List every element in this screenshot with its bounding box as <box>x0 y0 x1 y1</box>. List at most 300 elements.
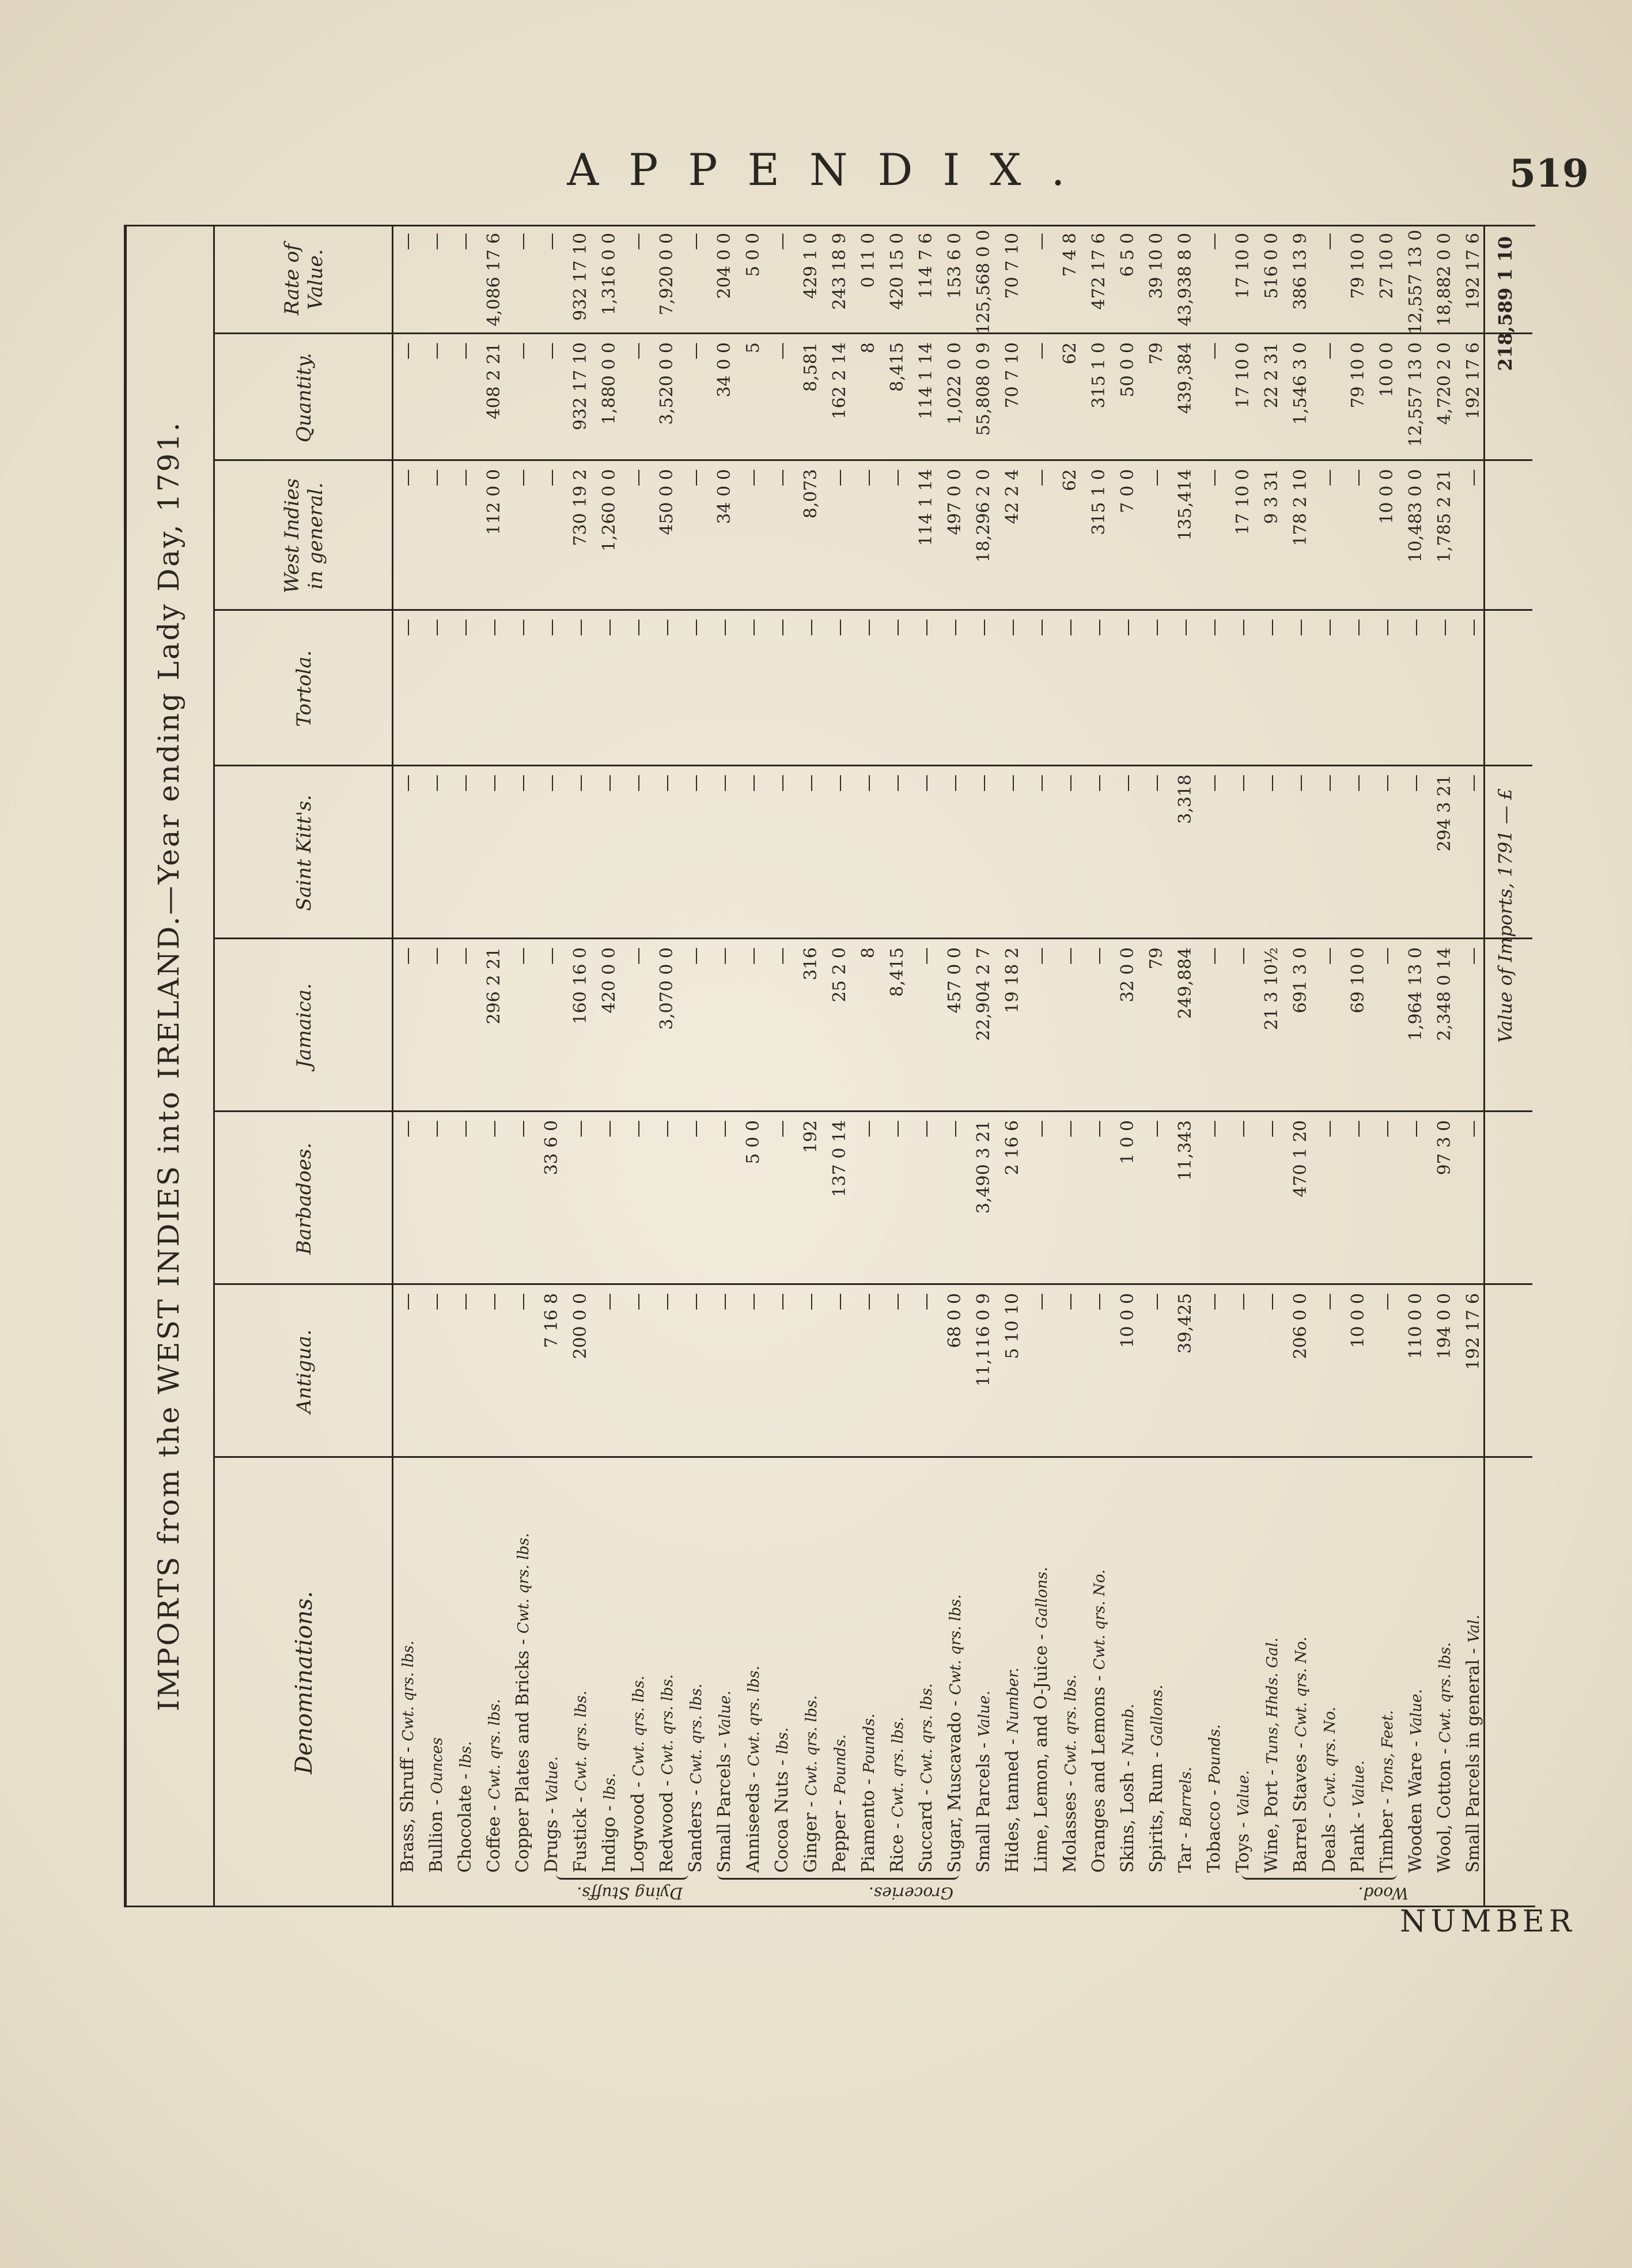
denomination-unit: Cwt. qrs. lbs. <box>918 1683 936 1784</box>
denomination-cell <box>913 1458 940 1873</box>
denomination-name: Redwood <box>657 1791 677 1873</box>
cell-jamaica: — <box>1089 947 1109 965</box>
denomination-name: Piamento <box>858 1790 879 1873</box>
table-row <box>481 225 508 1907</box>
cell-barbadoes: — <box>1031 1120 1051 1137</box>
header-quantity: Quantity. <box>292 353 316 443</box>
denomination-unit: Barrels. <box>1177 1767 1195 1827</box>
separator: - <box>1319 1807 1339 1824</box>
cell-antigua: — <box>772 1293 792 1310</box>
table-row <box>740 225 767 1907</box>
cell-antigua: — <box>743 1293 763 1310</box>
cell-barbadoes: 2 16 6 <box>1002 1120 1023 1175</box>
separator: - <box>1406 1735 1426 1753</box>
cell-rate: — <box>455 233 475 250</box>
cell-barbadoes: — <box>916 1120 936 1137</box>
cell-saint-kitts: — <box>1348 774 1368 792</box>
cell-antigua: — <box>1031 1293 1051 1310</box>
cell-rate: 18,882 0 0 <box>1434 233 1455 327</box>
cell-barbadoes: — <box>1204 1120 1224 1137</box>
cell-barbadoes: — <box>714 1120 734 1137</box>
cell-rate: — <box>426 233 446 250</box>
cell-saint-kitts: — <box>1118 774 1138 792</box>
header-jamaica: Jamaica. <box>292 983 316 1068</box>
separator: - <box>945 1695 965 1712</box>
cell-tortola: — <box>426 619 446 636</box>
table-row <box>942 225 968 1907</box>
cell-quantity: 4,720 2 0 <box>1434 342 1455 425</box>
header-west-indies-general: West Indies in general. <box>281 478 327 594</box>
separator: - <box>570 1791 590 1808</box>
cell-quantity: 1,546 3 0 <box>1290 342 1311 425</box>
cell-saint-kitts: — <box>1290 774 1311 792</box>
cell-barbadoes: 137 0 14 <box>830 1120 850 1197</box>
cell-antigua: 206 0 0 <box>1290 1293 1311 1359</box>
cell-general: — <box>513 469 533 486</box>
cell-quantity: 315 1 0 <box>1089 342 1109 409</box>
cell-rate: 70 7 10 <box>1002 233 1023 299</box>
denomination-name: Logwood <box>628 1793 648 1873</box>
cell-jamaica: 79 <box>1146 947 1167 970</box>
cell-rate: 192 17 6 <box>1463 233 1483 310</box>
cell-antigua: — <box>714 1293 734 1310</box>
separator: - <box>1290 1737 1311 1754</box>
cell-rate: — <box>1204 233 1224 250</box>
cell-barbadoes: — <box>1348 1120 1368 1137</box>
denomination-name: Brass, Shruff <box>397 1758 418 1873</box>
cell-antigua: — <box>686 1293 706 1310</box>
separator: - <box>686 1784 706 1801</box>
denomination-name: Toys <box>1233 1833 1253 1873</box>
cell-antigua: 11,116 0 9 <box>974 1293 994 1387</box>
cell-tortola: — <box>513 619 533 636</box>
denomination-name: Drugs <box>542 1819 562 1873</box>
cell-general: 10,483 0 0 <box>1406 469 1426 563</box>
cell-general: 730 19 2 <box>570 469 590 546</box>
cell-jamaica: — <box>772 947 792 965</box>
cell-quantity: 8 <box>858 342 879 354</box>
cell-tortola: — <box>743 619 763 636</box>
cell-antigua: — <box>858 1293 879 1310</box>
denomination-cell <box>740 1458 767 1873</box>
cell-general: — <box>1146 469 1167 486</box>
cell-tortola: — <box>1089 619 1109 636</box>
cell-tortola: — <box>1290 619 1311 636</box>
cell-barbadoes: 11,343 <box>1175 1120 1195 1181</box>
table-row <box>1086 225 1112 1907</box>
denomination-name: Indigo <box>599 1816 619 1873</box>
cell-quantity: 55,808 0 9 <box>974 342 994 436</box>
table-row <box>1230 225 1256 1907</box>
cell-barbadoes: 470 1 20 <box>1290 1120 1311 1197</box>
cell-tortola: — <box>657 619 677 636</box>
denomination-name: Wine, Port <box>1262 1781 1282 1873</box>
cell-barbadoes: — <box>1377 1120 1397 1137</box>
cell-quantity: 12,557 13 0 <box>1406 342 1426 447</box>
cell-barbadoes: — <box>570 1120 590 1137</box>
cell-rate: — <box>1031 233 1051 250</box>
cell-general: 114 1 14 <box>916 469 936 546</box>
cell-tortola: — <box>1146 619 1167 636</box>
denomination-unit: Cwt. qrs. lbs. <box>803 1695 820 1796</box>
cell-general: — <box>887 469 907 486</box>
denomination-name: Tobacco <box>1204 1801 1224 1873</box>
denomination-cell <box>798 1458 825 1873</box>
cell-tortola: — <box>686 619 706 636</box>
cell-rate: — <box>628 233 648 250</box>
denomination-name: Small Parcels <box>714 1753 734 1873</box>
separator: - <box>1118 1755 1138 1772</box>
header-antigua: Antigua. <box>292 1329 316 1413</box>
cell-quantity: 162 2 14 <box>830 342 850 419</box>
cell-tortola: — <box>1060 619 1080 636</box>
header-saint-kitts: Saint Kitt's. <box>292 795 316 912</box>
denomination-unit: Cwt. qrs. lbs. <box>630 1675 648 1776</box>
cell-quantity: 192 17 6 <box>1463 342 1483 419</box>
table-title: IMPORTS from the WEST INDIES into IRELAND.—Year ending Lady Day, 1791. <box>152 421 185 1711</box>
cell-quantity: 10 0 0 <box>1377 342 1397 398</box>
table-row <box>855 225 882 1907</box>
header-denominations: Denominations. <box>291 1591 317 1774</box>
denomination-cell <box>1028 1458 1055 1873</box>
cell-jamaica: — <box>916 947 936 965</box>
denomination-cell <box>510 1458 537 1873</box>
cell-saint-kitts: — <box>397 774 418 792</box>
table-row <box>1201 225 1228 1907</box>
denomination-cell <box>711 1458 739 1873</box>
denomination-unit: Cwt. qrs. lbs. <box>573 1690 590 1791</box>
cell-rate: 243 18 9 <box>830 233 850 310</box>
cell-general: — <box>628 469 648 486</box>
cell-jamaica: 420 0 0 <box>599 947 619 1014</box>
cell-tortola: — <box>542 619 562 636</box>
cell-antigua: 10 0 0 <box>1118 1293 1138 1348</box>
cell-tortola: — <box>484 619 504 636</box>
cell-antigua: — <box>513 1293 533 1310</box>
cell-rate: 429 1 0 <box>801 233 821 299</box>
denomination-unit: Cwt. qrs. lbs. <box>745 1665 763 1767</box>
cell-tortola: — <box>570 619 590 636</box>
denomination-unit: Cwt. qrs. lbs. <box>486 1699 503 1800</box>
cell-barbadoes: — <box>1060 1120 1080 1137</box>
cell-general: 34 0 0 <box>714 469 734 524</box>
cell-quantity: 22 2 31 <box>1262 342 1282 409</box>
cell-quantity: — <box>1031 342 1051 360</box>
table-row <box>1028 225 1055 1907</box>
table-row <box>711 225 738 1907</box>
denomination-name: Timber <box>1377 1809 1397 1873</box>
cell-rate: 6 5 0 <box>1118 233 1138 277</box>
denomination-name: Bullion <box>426 1810 446 1873</box>
denomination-cell <box>596 1458 623 1873</box>
cell-saint-kitts: — <box>1031 774 1051 792</box>
separator: - <box>743 1766 763 1783</box>
denomination-cell <box>1259 1458 1286 1873</box>
cell-antigua: — <box>830 1293 850 1310</box>
separator: - <box>628 1776 648 1793</box>
denomination-unit: Cwt. qrs. lbs. <box>947 1594 964 1695</box>
cell-rate: 1,316 0 0 <box>599 233 619 316</box>
cell-jamaica: — <box>397 947 418 965</box>
denomination-cell <box>1115 1458 1142 1873</box>
total-label: Value of Imports, 1791 — £ <box>1494 788 1516 1043</box>
cell-quantity: — <box>628 342 648 360</box>
table-row <box>1316 225 1343 1907</box>
cell-quantity: — <box>772 342 792 360</box>
cell-jamaica: 21 3 10½ <box>1262 947 1282 1030</box>
denomination-name: Fustick <box>570 1808 590 1873</box>
cell-rate: — <box>513 233 533 250</box>
denomination-cell <box>1086 1458 1113 1873</box>
cell-barbadoes: — <box>772 1120 792 1137</box>
cell-rate: 204 0 0 <box>714 233 734 299</box>
denomination-name: Hides, tanned <box>1002 1750 1023 1873</box>
cell-barbadoes: — <box>887 1120 907 1137</box>
cell-saint-kitts: — <box>1146 774 1167 792</box>
cell-tortola: — <box>945 619 965 636</box>
page-number: 519 <box>1509 151 1589 196</box>
cell-rate: 79 10 0 <box>1348 233 1368 299</box>
cell-tortola: — <box>1175 619 1195 636</box>
table-row <box>510 225 536 1907</box>
cell-quantity: — <box>1319 342 1339 360</box>
cell-antigua: — <box>1377 1293 1397 1310</box>
cell-barbadoes: — <box>1262 1120 1282 1137</box>
table-row <box>1432 225 1458 1907</box>
cell-rate: — <box>1319 233 1339 250</box>
cell-quantity: 932 17 10 <box>570 342 590 430</box>
separator: - <box>542 1802 562 1820</box>
cell-antigua: — <box>657 1293 677 1310</box>
cell-saint-kitts: — <box>1319 774 1339 792</box>
denomination-cell <box>481 1458 508 1873</box>
separator: - <box>1377 1793 1397 1810</box>
table-row <box>1374 225 1400 1907</box>
cell-barbadoes: 3,490 3 21 <box>974 1120 994 1214</box>
denomination-name: Barrel Staves <box>1290 1753 1311 1873</box>
cell-saint-kitts: — <box>1089 774 1109 792</box>
table-row <box>1403 225 1429 1907</box>
denomination-cell <box>1374 1458 1401 1873</box>
cell-barbadoes: 5 0 0 <box>743 1120 763 1165</box>
denomination-unit: Gallons. <box>1033 1567 1051 1629</box>
cell-jamaica: 691 3 0 <box>1290 947 1311 1014</box>
denomination-cell <box>1403 1458 1430 1873</box>
separator: - <box>1175 1827 1195 1844</box>
denomination-cell <box>1201 1458 1228 1873</box>
cell-saint-kitts: — <box>1060 774 1080 792</box>
cell-saint-kitts: — <box>1262 774 1282 792</box>
cell-saint-kitts: — <box>513 774 533 792</box>
denomination-name: Tar <box>1175 1844 1195 1873</box>
cell-jamaica: 249,884 <box>1175 947 1195 1019</box>
cell-barbadoes: — <box>1089 1120 1109 1137</box>
cell-tortola: — <box>1118 619 1138 636</box>
denomination-unit: Numb. <box>1120 1703 1137 1755</box>
cell-antigua: — <box>599 1293 619 1310</box>
cell-general: 8,073 <box>801 469 821 519</box>
denomination-unit: Cwt. qrs. lbs. <box>515 1533 532 1634</box>
separator: - <box>974 1737 994 1754</box>
table-row <box>884 225 911 1907</box>
table-row <box>1288 225 1314 1907</box>
denomination-cell <box>1143 1458 1171 1873</box>
separator: - <box>858 1773 879 1790</box>
denomination-name: Copper Plates and Bricks <box>513 1650 533 1873</box>
cell-general: 10 0 0 <box>1377 469 1397 524</box>
cell-tortola: — <box>714 619 734 636</box>
denomination-unit: Pounds. <box>1206 1724 1224 1785</box>
table-row <box>1172 225 1199 1907</box>
separator: - <box>1463 1642 1483 1660</box>
cell-barbadoes: — <box>1146 1120 1167 1137</box>
table-header-row <box>213 225 392 1907</box>
cell-general: — <box>455 469 475 486</box>
cell-saint-kitts: — <box>1002 774 1023 792</box>
separator: - <box>426 1794 446 1811</box>
cell-tortola: — <box>1406 619 1426 636</box>
cell-general: — <box>1348 469 1368 486</box>
catchword: NUMBER <box>1400 1904 1576 1939</box>
cell-barbadoes: — <box>513 1120 533 1137</box>
cell-rate: 17 10 0 <box>1233 233 1253 299</box>
cell-antigua: 10 0 0 <box>1348 1293 1368 1348</box>
denomination-name: Sugar, Muscavado <box>945 1711 965 1873</box>
cell-general: 315 1 0 <box>1089 469 1109 535</box>
cell-quantity: 8,415 <box>887 342 907 392</box>
cell-tortola: — <box>974 619 994 636</box>
denomination-name: Small Parcels <box>974 1753 994 1873</box>
cell-general: — <box>542 469 562 486</box>
cell-barbadoes: — <box>426 1120 446 1137</box>
denomination-name: Oranges and Lemons <box>1089 1687 1109 1873</box>
table-row <box>971 225 997 1907</box>
cell-antigua: 68 0 0 <box>945 1293 965 1348</box>
cell-antigua: — <box>916 1293 936 1310</box>
cell-barbadoes: — <box>945 1120 965 1137</box>
cell-tortola: — <box>397 619 418 636</box>
cell-rate: — <box>772 233 792 250</box>
cell-jamaica: — <box>1204 947 1224 965</box>
cell-antigua: — <box>1233 1293 1253 1310</box>
denomination-unit: Pounds. <box>832 1734 849 1794</box>
cell-antigua: 194 0 0 <box>1434 1293 1455 1359</box>
cell-barbadoes: — <box>1233 1120 1253 1137</box>
cell-barbadoes: — <box>397 1120 418 1137</box>
separator: - <box>1434 1742 1455 1760</box>
denomination-name: Lime, Lemon, and O-Juice <box>1031 1645 1051 1873</box>
cell-saint-kitts: — <box>455 774 475 792</box>
separator: - <box>1031 1628 1051 1646</box>
cell-rate: 27 10 0 <box>1377 233 1397 299</box>
table-row <box>827 225 853 1907</box>
denomination-unit: Cwt. qrs. lbs. <box>1062 1674 1080 1775</box>
cell-rate: 39 10 0 <box>1146 233 1167 299</box>
cell-jamaica: — <box>1031 947 1051 965</box>
cell-tortola: — <box>887 619 907 636</box>
denomination-cell <box>1230 1458 1257 1873</box>
cell-general: 497 0 0 <box>945 469 965 535</box>
cell-antigua: 110 0 0 <box>1406 1293 1426 1359</box>
denomination-cell <box>1057 1458 1084 1873</box>
cell-saint-kitts: — <box>945 774 965 792</box>
denomination-name: Sanders <box>686 1801 706 1873</box>
cell-general: 178 2 10 <box>1290 469 1311 546</box>
denomination-unit: lbs. <box>457 1741 475 1768</box>
cell-jamaica: 8 <box>858 947 879 959</box>
denomination-unit: Value. <box>717 1690 734 1737</box>
cell-saint-kitts: — <box>570 774 590 792</box>
cell-general: — <box>1204 469 1224 486</box>
denomination-unit: Tuns, Hhds. Gal. <box>1264 1637 1281 1764</box>
cell-saint-kitts: — <box>714 774 734 792</box>
group-label-groceries: Groceries. <box>868 1884 953 1903</box>
denomination-cell <box>884 1458 911 1873</box>
cell-general: 42 2 4 <box>1002 469 1023 524</box>
cell-general: 450 0 0 <box>657 469 677 535</box>
cell-saint-kitts: 294 3 21 <box>1434 774 1455 852</box>
cell-saint-kitts: — <box>1463 774 1483 792</box>
denomination-unit: Value. <box>1235 1770 1252 1817</box>
cell-tortola: — <box>1204 619 1224 636</box>
cell-quantity: 1,022 0 0 <box>945 342 965 425</box>
cell-barbadoes: 1 0 0 <box>1118 1120 1138 1165</box>
cell-general: — <box>1463 469 1483 486</box>
cell-jamaica: 22,904 2 7 <box>974 947 994 1041</box>
cell-jamaica: 296 2 21 <box>484 947 504 1025</box>
cell-jamaica: — <box>1060 947 1080 965</box>
cell-saint-kitts: — <box>599 774 619 792</box>
header-barbadoes: Barbadoes. <box>292 1142 316 1255</box>
table-row <box>798 225 824 1907</box>
cell-jamaica: — <box>1377 947 1397 965</box>
cell-antigua: — <box>1146 1293 1167 1310</box>
cell-antigua: — <box>397 1293 418 1310</box>
group-label-dying-stuffs: Dying Stuffs. <box>577 1884 683 1903</box>
cell-quantity: — <box>426 342 446 360</box>
cell-barbadoes: 192 <box>801 1120 821 1154</box>
cell-general: — <box>743 469 763 486</box>
cell-antigua: — <box>484 1293 504 1310</box>
cell-antigua: — <box>628 1293 648 1310</box>
cell-saint-kitts: — <box>484 774 504 792</box>
cell-jamaica: 2,348 0 14 <box>1434 947 1455 1041</box>
cell-quantity: 114 1 14 <box>916 342 936 419</box>
table-row <box>567 225 594 1907</box>
denomination-name: Molasses <box>1060 1791 1080 1873</box>
table-row <box>452 225 479 1907</box>
denomination-cell <box>1432 1458 1459 1873</box>
denomination-cell <box>769 1458 796 1873</box>
cell-quantity: — <box>1204 342 1224 360</box>
denomination-unit: Value. <box>976 1690 993 1737</box>
separator: - <box>657 1775 677 1792</box>
cell-tortola: — <box>772 619 792 636</box>
denomination-unit: Gallons. <box>1149 1684 1166 1747</box>
cell-barbadoes: 97 3 0 <box>1434 1120 1455 1175</box>
denomination-unit: lbs. <box>774 1727 792 1755</box>
denomination-unit: Cwt. qrs. lbs. <box>1437 1642 1454 1743</box>
cell-jamaica: 25 2 0 <box>830 947 850 1003</box>
cell-barbadoes: — <box>1463 1120 1483 1137</box>
cell-rate: 0 11 0 <box>858 233 879 288</box>
separator: - <box>397 1741 418 1759</box>
cell-jamaica: — <box>743 947 763 965</box>
separator: - <box>1146 1746 1167 1763</box>
cell-rate: 43,938 8 0 <box>1175 233 1195 327</box>
cell-quantity: 34 0 0 <box>714 342 734 398</box>
group-label-wood: Wood. <box>1358 1884 1408 1903</box>
